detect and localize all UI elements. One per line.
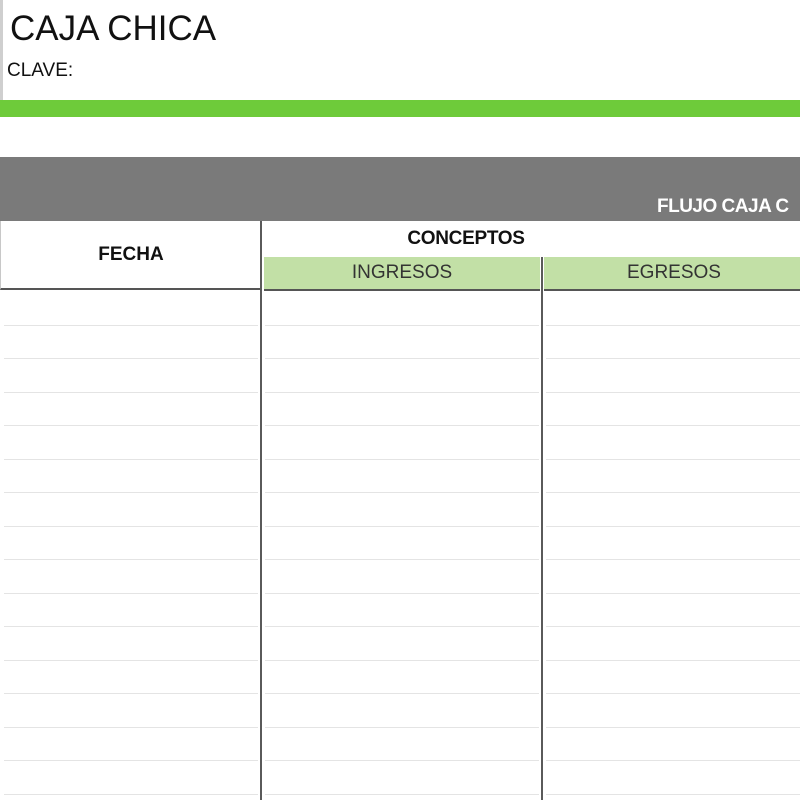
document-title: CAJA CHICA <box>10 9 217 48</box>
column-header-conceptos <box>197 221 735 257</box>
cell-fecha[interactable] <box>4 627 258 659</box>
cell-egresos[interactable] <box>546 560 800 592</box>
cell-fecha[interactable] <box>4 493 258 525</box>
cell-fecha[interactable] <box>4 593 258 625</box>
cell-ingresos[interactable] <box>265 593 539 625</box>
cell-ingresos[interactable] <box>265 526 539 558</box>
cell-ingresos[interactable] <box>265 761 539 793</box>
column-header-egresos-label: EGRESOS <box>627 262 721 283</box>
cell-fecha[interactable] <box>4 694 258 726</box>
cell-egresos[interactable] <box>546 593 800 625</box>
cell-fecha[interactable] <box>4 727 258 759</box>
cell-ingresos[interactable] <box>265 392 539 424</box>
table-row <box>0 794 800 795</box>
table-body <box>0 291 800 800</box>
sheet-left-edge <box>0 0 3 100</box>
cell-ingresos[interactable] <box>265 493 539 525</box>
cell-ingresos[interactable] <box>265 560 539 592</box>
column-divider-fecha <box>260 221 262 800</box>
column-divider-ingresos <box>541 257 543 800</box>
row-gridline <box>265 794 539 795</box>
cell-egresos[interactable] <box>546 359 800 391</box>
cell-egresos[interactable] <box>546 459 800 491</box>
cell-fecha[interactable] <box>4 761 258 793</box>
cell-ingresos[interactable] <box>265 727 539 759</box>
cell-ingresos[interactable] <box>265 459 539 491</box>
cell-ingresos[interactable] <box>265 426 539 458</box>
cell-egresos[interactable] <box>546 292 800 324</box>
row-gridline <box>546 794 800 795</box>
column-header-ingresos <box>264 257 540 291</box>
column-header-conceptos-label: CONCEPTOS <box>407 228 525 249</box>
cell-ingresos[interactable] <box>265 292 539 324</box>
cell-ingresos[interactable] <box>265 694 539 726</box>
cell-egresos[interactable] <box>546 761 800 793</box>
cell-fecha[interactable] <box>4 459 258 491</box>
cell-fecha[interactable] <box>4 392 258 424</box>
cell-egresos[interactable] <box>546 526 800 558</box>
cell-egresos[interactable] <box>546 660 800 692</box>
cell-egresos[interactable] <box>546 426 800 458</box>
cell-fecha[interactable] <box>4 560 258 592</box>
cell-egresos[interactable] <box>546 392 800 424</box>
cell-egresos[interactable] <box>546 325 800 357</box>
cell-fecha[interactable] <box>4 660 258 692</box>
cell-fecha[interactable] <box>4 292 258 324</box>
cell-egresos[interactable] <box>546 493 800 525</box>
green-divider-bar <box>0 100 800 117</box>
cell-egresos[interactable] <box>546 694 800 726</box>
cell-ingresos[interactable] <box>265 660 539 692</box>
row-gridline <box>4 794 258 795</box>
banner-title: FLUJO CAJA C <box>657 196 789 217</box>
cell-ingresos[interactable] <box>265 325 539 357</box>
cell-fecha[interactable] <box>4 359 258 391</box>
cell-fecha[interactable] <box>4 526 258 558</box>
cell-egresos[interactable] <box>546 627 800 659</box>
cell-ingresos[interactable] <box>265 627 539 659</box>
clave-label: CLAVE: <box>7 60 74 81</box>
column-header-ingresos-label: INGRESOS <box>351 262 453 283</box>
column-header-egresos <box>544 257 800 291</box>
cell-fecha[interactable] <box>4 426 258 458</box>
cell-fecha[interactable] <box>4 325 258 357</box>
cell-egresos[interactable] <box>546 727 800 759</box>
cell-ingresos[interactable] <box>265 359 539 391</box>
column-header-fecha-label: FECHA <box>98 243 164 265</box>
